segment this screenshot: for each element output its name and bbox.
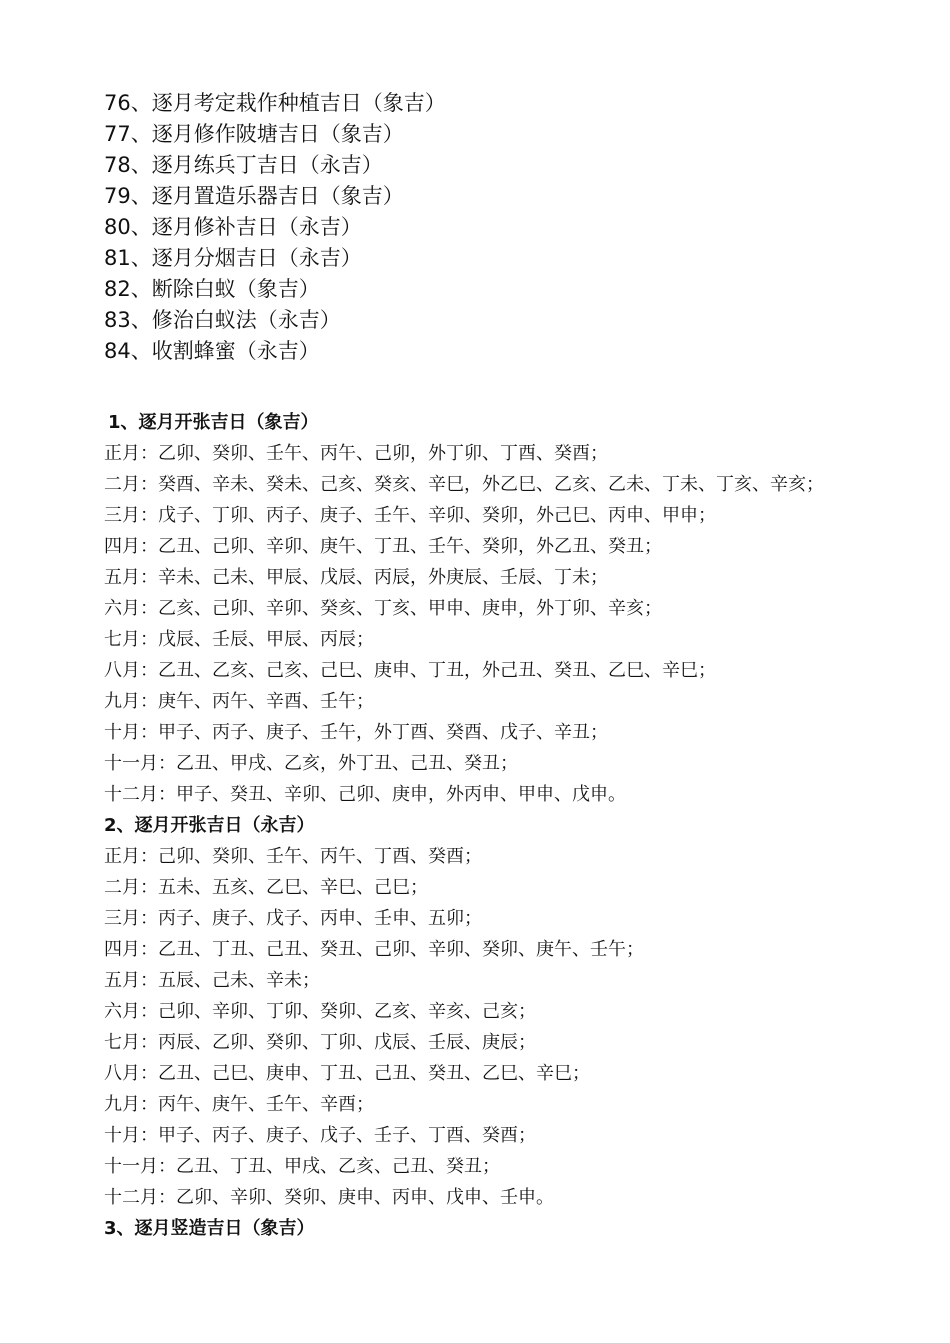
month-line: 四月：乙丑、己卯、辛卯、庚午、丁丑、壬午、癸卯，外乙丑、癸丑；	[104, 536, 662, 557]
section-heading: 3、逐月竖造吉日（象吉）	[104, 1218, 315, 1239]
month-line: 十二月：甲子、癸丑、辛卯、己卯、庚申，外丙申、甲申、戊申。	[104, 784, 626, 805]
month-line: 四月：乙丑、丁丑、己丑、癸丑、己卯、辛卯、癸卯、庚午、壬午；	[104, 939, 644, 960]
month-line: 八月：乙丑、己巳、庚申、丁丑、己丑、癸丑、乙巳、辛巳；	[104, 1063, 590, 1084]
month-line: 九月：庚午、丙午、辛酉、壬午；	[104, 691, 374, 712]
toc-item: 80、逐月修补吉日（永吉）	[104, 215, 362, 239]
document-body	[104, 407, 824, 1244]
month-line: 九月：丙午、庚午、壬午、辛酉；	[104, 1094, 374, 1115]
month-line: 十二月：乙卯、辛卯、癸卯、庚申、丙申、戊申、壬申。	[104, 1187, 554, 1208]
month-line: 十月：甲子、丙子、庚子、戊子、壬子、丁酉、癸酉；	[104, 1125, 536, 1146]
month-line: 三月：戊子、丁卯、丙子、庚子、壬午、辛卯、癸卯，外己巳、丙申、甲申；	[104, 505, 716, 526]
month-line: 六月：己卯、辛卯、丁卯、癸卯、乙亥、辛亥、己亥；	[104, 1001, 536, 1022]
month-line: 三月：丙子、庚子、戊子、丙申、壬申、五卯；	[104, 908, 482, 929]
month-line: 七月：戊辰、壬辰、甲辰、丙辰；	[104, 629, 374, 650]
toc-item: 84、收割蜂蜜（永吉）	[104, 339, 320, 363]
month-line: 正月：乙卯、癸卯、壬午、丙午、己卯，外丁卯、丁酉、癸酉；	[104, 443, 608, 464]
table-of-contents	[104, 88, 446, 367]
month-line: 十一月：乙丑、甲戌、乙亥，外丁丑、己丑、癸丑；	[104, 753, 518, 774]
month-line: 六月：乙亥、己卯、辛卯、癸亥、丁亥、甲申、庚申，外丁卯、辛亥；	[104, 598, 662, 619]
month-line: 五月：辛未、己未、甲辰、戊辰、丙辰，外庚辰、壬辰、丁未；	[104, 567, 608, 588]
toc-item: 77、逐月修作陂塘吉日（象吉）	[104, 122, 404, 146]
month-line: 十月：甲子、丙子、庚子、壬午，外丁酉、癸酉、戊子、辛丑；	[104, 722, 608, 743]
toc-item: 83、修治白蚁法（永吉）	[104, 308, 341, 332]
section-heading: 2、逐月开张吉日（永吉）	[104, 815, 315, 836]
month-line: 七月：丙辰、乙卯、癸卯、丁卯、戊辰、壬辰、庚辰；	[104, 1032, 536, 1053]
month-line: 五月：五辰、己未、辛未；	[104, 970, 320, 991]
toc-item: 79、逐月置造乐器吉日（象吉）	[104, 184, 404, 208]
month-line: 正月：己卯、癸卯、壬午、丙午、丁酉、癸酉；	[104, 846, 482, 867]
toc-item: 82、断除白蚁（象吉）	[104, 277, 320, 301]
section-heading: 1、逐月开张吉日（象吉）	[108, 412, 319, 433]
month-line: 十一月：乙丑、丁丑、甲戌、乙亥、己丑、癸丑；	[104, 1156, 500, 1177]
month-line: 二月：五未、五亥、乙巳、辛巳、己巳；	[104, 877, 428, 898]
month-line: 二月：癸酉、辛未、癸未、己亥、癸亥、辛巳，外乙巳、乙亥、乙未、丁未、丁亥、辛亥；	[104, 474, 824, 495]
toc-item: 78、逐月练兵丁吉日（永吉）	[104, 153, 383, 177]
month-line: 八月：乙丑、乙亥、己亥、己巳、庚申、丁丑，外己丑、癸丑、乙巳、辛巳；	[104, 660, 716, 681]
toc-item: 76、逐月考定栽作种植吉日（象吉）	[104, 91, 446, 115]
toc-item: 81、逐月分烟吉日（永吉）	[104, 246, 362, 270]
